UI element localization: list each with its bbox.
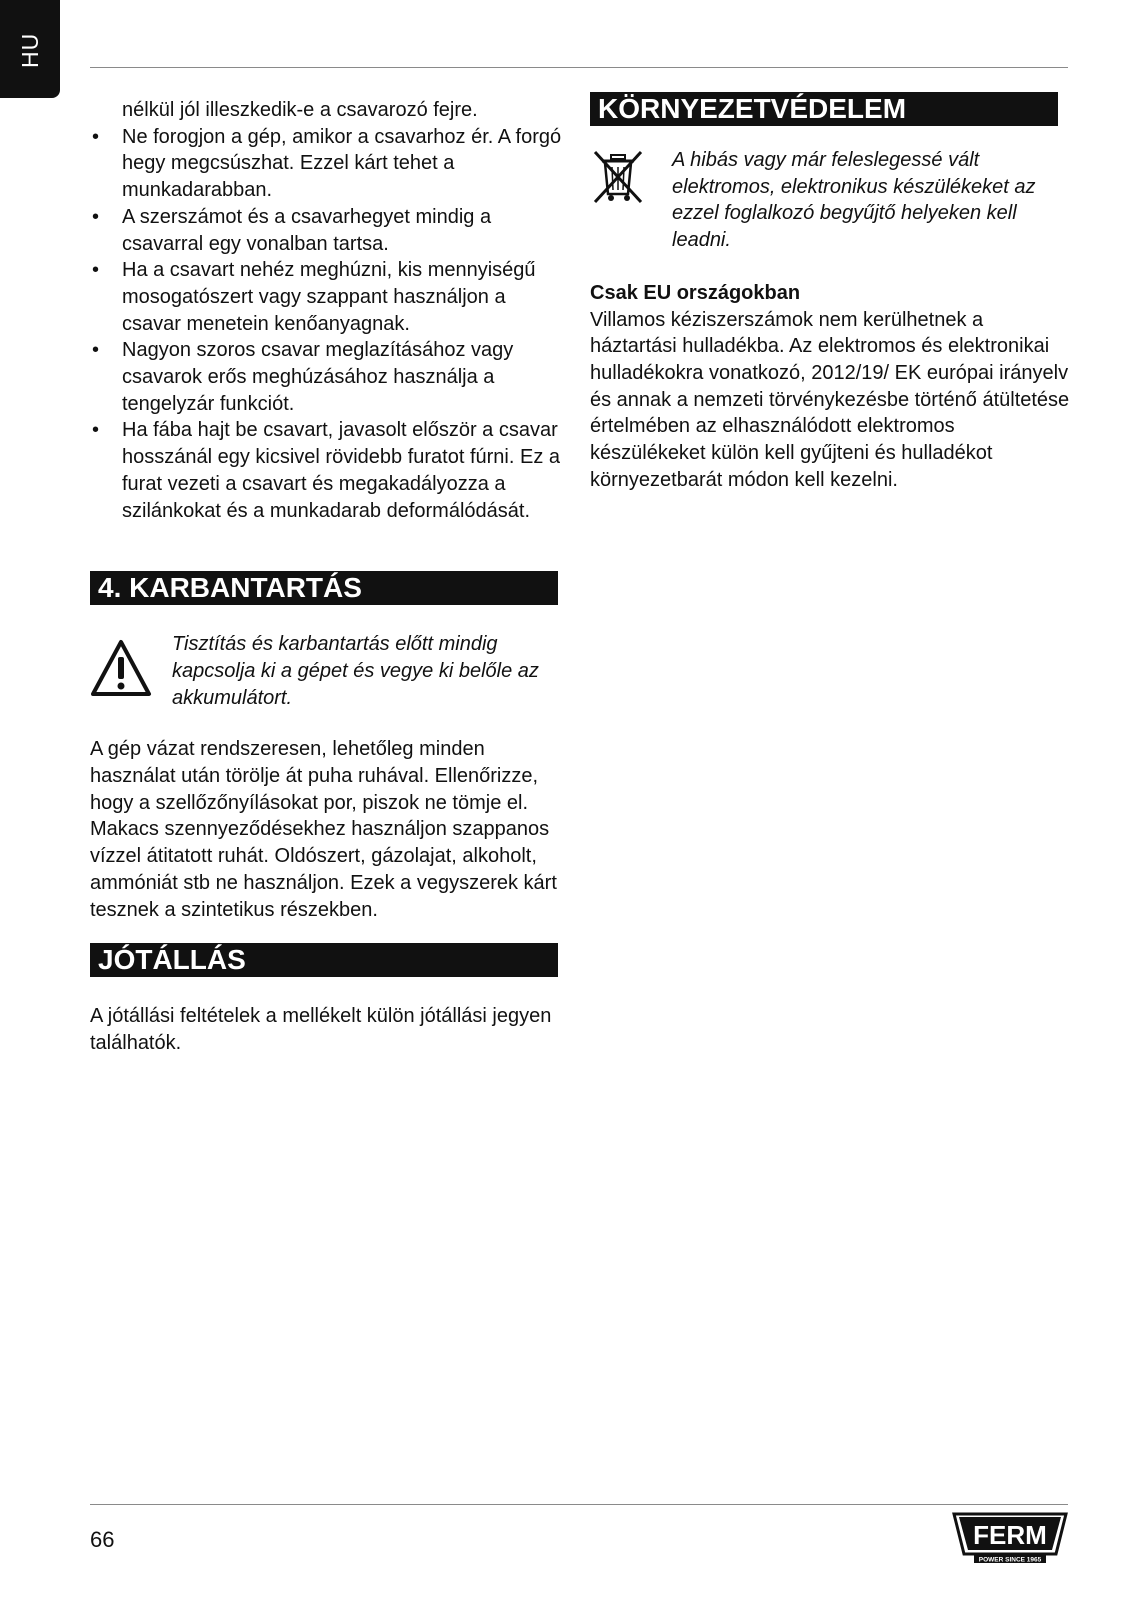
language-tab [0, 0, 60, 98]
environment-notice [590, 147, 1070, 254]
right-column [590, 92, 1070, 493]
svg-text:FERM: FERM [973, 1520, 1047, 1550]
footer-divider [90, 1504, 1068, 1505]
warning-triangle-icon [90, 631, 172, 705]
bullet-item: • Ne forogjon a gép, amikor a csavarhoz ér. A forgó hegy megcsúszhat. Ezzel kárt tehet a munkadarabban. [90, 124, 570, 204]
environment-notice-text: A hibás vagy már feleslegessé vált elektromos, elektronikus készülékeket az ezzel foglalkozó begyűjtő helyeken kell leadni. [672, 149, 1036, 252]
continuation-text: nélkül jól illeszkedik-e a csavarozó fejre. [122, 99, 478, 121]
safety-bullet-list [90, 124, 570, 525]
bullet-item: • Nagyon szoros csavar meglazításához vagy csavarok erős meghúzásához használja a tengelyzár funkciót. [90, 337, 570, 417]
environment-heading: KÖRNYEZETVÉDELEM [590, 92, 1058, 126]
warranty-body: A jótállási feltételek a mellékelt külön jótállási jegyen találhatók. [90, 1005, 552, 1054]
maintenance-heading: 4. KARBANTARTÁS [90, 571, 558, 605]
ferm-logo [952, 1512, 1068, 1564]
warranty-heading: JÓTÁLLÁS [90, 943, 558, 977]
crossed-out-bin-icon [590, 147, 672, 215]
environment-body: Villamos kéziszerszámok nem kerülhetnek a háztartási hulladékba. Az elektromos és elektronikai hulladékokra vonatkozó, 2012/19/ EK európai irányelv és annak a nemzeti törvénykezésbe történő átültetése értelmében az elhasználódott elektromos készülékeket külön kell gyűjteni és hulladékot környezetbarát módon kell kezelni. [590, 308, 1070, 491]
svg-text:POWER SINCE 1965: POWER SINCE 1965 [978, 1556, 1042, 1564]
language-label: HU [17, 32, 43, 68]
warning-text: Tisztítás és karbantartás előtt mindig kapcsolja ki a gépet és vegye ki belőle az akkumulátort. [172, 633, 539, 709]
left-column [90, 97, 570, 1057]
eu-subheading: Csak EU országokban [590, 281, 801, 304]
page-number: 66 [90, 1527, 115, 1552]
maintenance-warning [90, 631, 570, 711]
bullet-item: • Ha fába hajt be csavart, javasolt először a csavar hosszánál egy kicsivel rövidebb furatot fúrni. Ez a furat vezeti a csavart és megakadályozza a szilánkokat és a munkadarab deformálódását. [90, 417, 570, 524]
bullet-item: • Ha a csavart nehéz meghúzni, kis mennyiségű mosogatószert vagy szappant használjon a csavar menetein kenőanyagnak. [90, 257, 570, 337]
header-divider [90, 67, 1068, 68]
maintenance-body: A gép vázat rendszeresen, lehetőleg minden használat után törölje át puha ruhával. Ellenőrizze, hogy a szellőzőnyílásokat por, piszok ne tömje el. Makacs szennyeződésekhez használjon szappanos vízzel átitatott ruhát. Oldószert, gázolajat, alkoholt, ammóniát stb ne használjon. Ezek a vegyszerek kárt tesznek a szintetikus részekben. [90, 738, 557, 921]
bullet-item: • A szerszámot és a csavarhegyet mindig a csavarral egy vonalban tartsa. [90, 204, 570, 257]
